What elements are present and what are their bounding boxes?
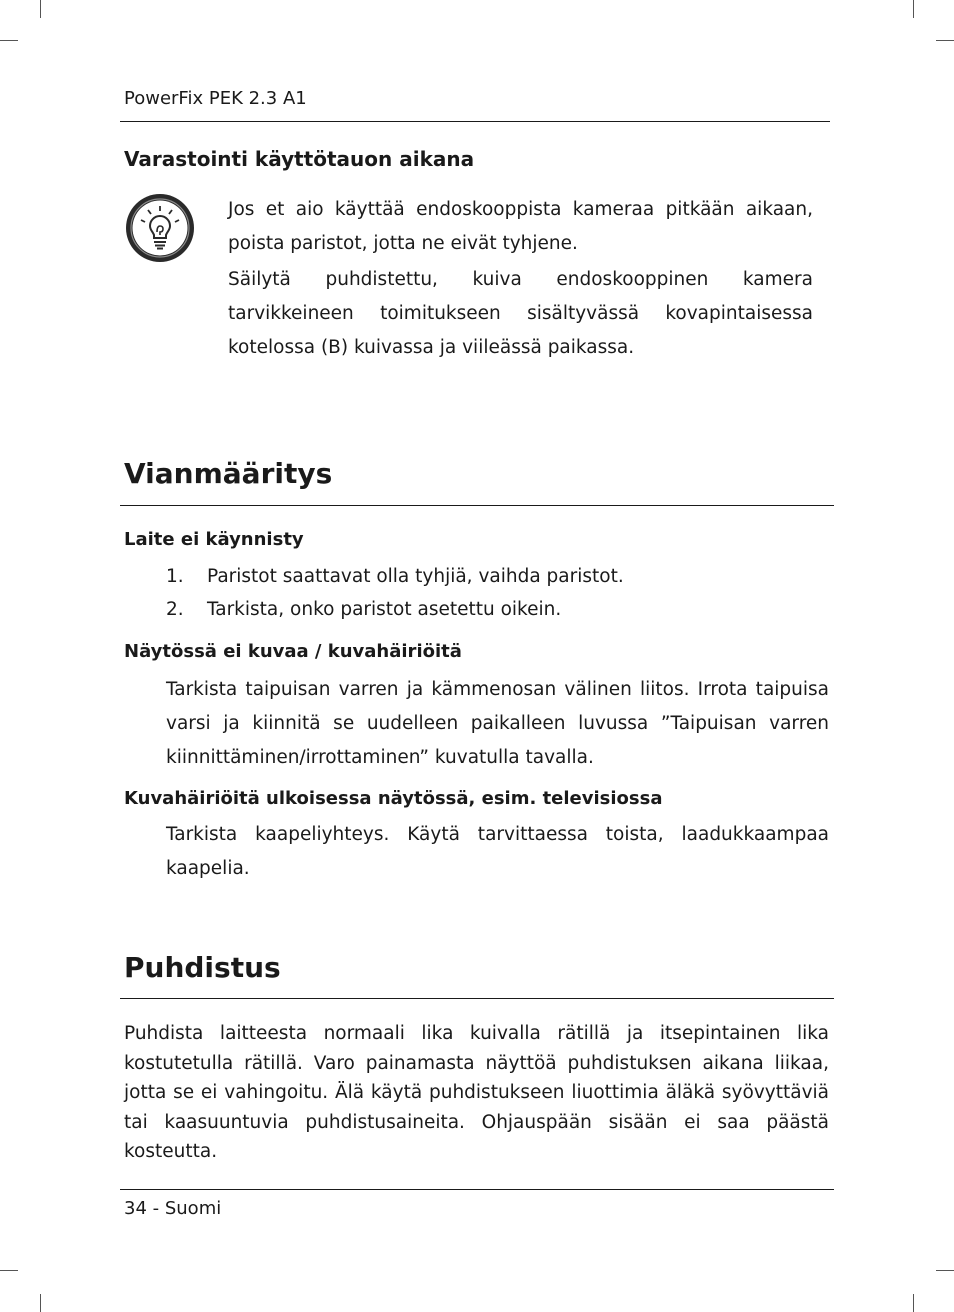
footer-rule [120, 1189, 834, 1190]
no-start-heading: Laite ei käynnisty [124, 529, 304, 550]
list-item [166, 560, 826, 593]
no-image-text: Tarkista taipuisan varren ja kämmenosan välinen liitos. Irrota taipuisa varsi ja kiinnitä se uudelleen paikalleen luvussa ”Taipuisan varren kiinnittäminen/irrottaminen” kuvatulla tavalla. [166, 679, 829, 768]
lightbulb-icon [124, 192, 196, 264]
crop-mark [936, 1270, 954, 1271]
cleaning-rule [120, 998, 834, 999]
cleaning-heading: Puhdistus [124, 951, 281, 984]
cleaning-text: Puhdista laitteesta normaali lika kuivalla rätillä ja itsepintainen lika kostutetulla rätillä. Varo painamasta näyttöä puhdistuksen aikana liikaa, jotta se ei vahingoitu. Älä käytä puhdistukseen liuottimia äläkä syövyttäviä tai kaasuuntuvia puhdistusaineita. Ohjauspään sisään ei saa päästä kosteutta. [124, 1023, 829, 1162]
storage-paragraph-1: Jos et aio käyttää endoskooppista kameraa pitkään aikaan, poista paristot, jotta ne eivät tyhjene. [228, 199, 813, 254]
running-header: PowerFix PEK 2.3 A1 [124, 88, 307, 109]
page-footer: 34 - Suomi [124, 1198, 222, 1219]
external-text: Tarkista kaapeliyhteys. Käytä tarvittaessa toista, laadukkaampaa kaapelia. [166, 824, 829, 879]
header-rule [120, 121, 830, 122]
crop-mark [0, 40, 18, 41]
list-item [166, 593, 826, 626]
storage-heading: Varastointi käyttötauon aikana [124, 147, 475, 171]
troubleshooting-rule [120, 505, 834, 506]
list-text: Paristot saattavat olla tyhjiä, vaihda paristot. [207, 566, 624, 587]
storage-paragraph-2: Säilytä puhdistettu, kuiva endoskooppinen kamera tarvikkeineen toimitukseen sisältyvässä kovapintaisessa kotelossa (B) kuivassa ja viileässä paikassa. [228, 269, 813, 358]
list-number: 1. [166, 566, 184, 587]
no-image-heading: Näytössä ei kuvaa / kuvahäiriöitä [124, 641, 462, 662]
crop-mark [40, 1294, 41, 1312]
crop-mark [40, 0, 41, 18]
list-number: 2. [166, 599, 184, 620]
crop-mark [0, 1270, 18, 1271]
external-heading: Kuvahäiriöitä ulkoisessa näytössä, esim. televisiossa [124, 788, 663, 809]
troubleshooting-heading: Vianmääritys [124, 457, 333, 490]
crop-mark [936, 40, 954, 41]
crop-mark [913, 1294, 914, 1312]
list-text: Tarkista, onko paristot asetettu oikein. [207, 599, 562, 620]
crop-mark [913, 0, 914, 18]
no-start-list [166, 560, 826, 626]
